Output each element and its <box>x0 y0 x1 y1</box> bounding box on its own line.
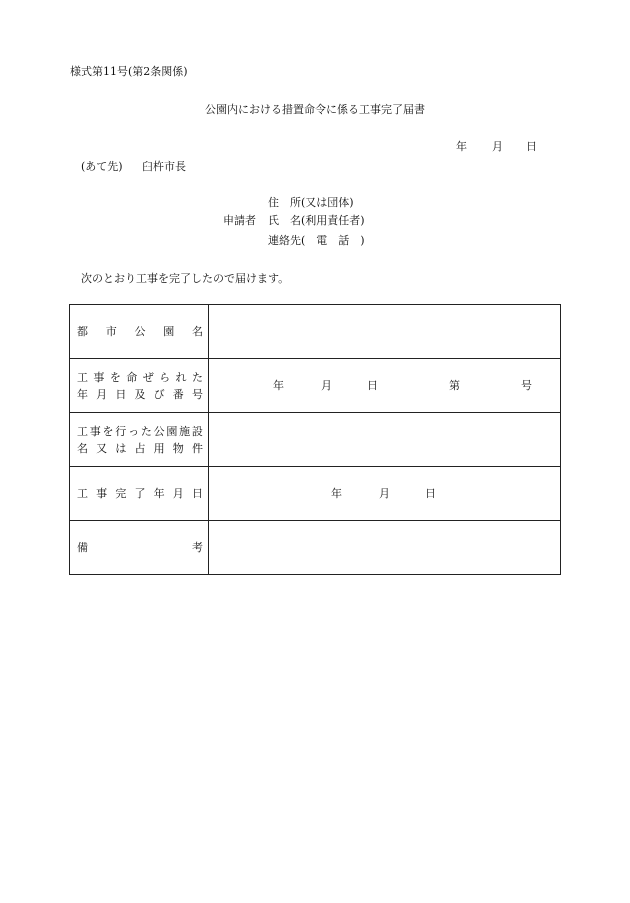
applicant-name-row: 氏 名(利用責任者) <box>268 214 365 227</box>
applicant-address-row: 住 所(又は団体) <box>268 196 354 209</box>
order-year-label: 年 <box>273 379 284 392</box>
table-row <box>70 467 561 521</box>
applicant-label: 申請者 <box>223 214 256 227</box>
date-day-label: 日 <box>526 140 537 153</box>
facility-label <box>70 413 209 467</box>
label-line: 工 事 を 行 っ た 公 園 施 設 <box>77 424 203 438</box>
addressee-label: (あて先) <box>81 160 123 173</box>
park-name-label <box>70 305 209 359</box>
remarks-label <box>70 521 209 575</box>
completion-form-table <box>69 304 561 575</box>
document-title: 公園内における措置命令に係る工事完了届書 <box>205 103 425 116</box>
label-line: 都 市 公 園 名 <box>77 325 203 338</box>
label-line: 名 又 は 占 用 物 件 <box>77 441 203 455</box>
order-date-number-field[interactable] <box>209 359 561 413</box>
label-line: 工 事 を 命 ぜ ら れ た <box>77 370 203 384</box>
order-month-label: 月 <box>321 379 332 392</box>
completion-day-label: 日 <box>425 487 436 500</box>
table-row <box>70 521 561 575</box>
addressee-name: 臼杵市長 <box>142 160 186 173</box>
table-row <box>70 305 561 359</box>
table-row <box>70 413 561 467</box>
date-month-label: 月 <box>492 140 503 153</box>
completion-date-label <box>70 467 209 521</box>
form-number: 様式第11号(第2条関係) <box>70 65 188 78</box>
order-go-label: 号 <box>521 379 532 392</box>
facility-field[interactable] <box>209 413 561 467</box>
date-year-label: 年 <box>456 140 467 153</box>
statement-text: 次のとおり工事を完了したので届けます。 <box>81 272 290 285</box>
label-line: 備 考 <box>77 541 203 554</box>
order-day-label: 日 <box>367 379 378 392</box>
label-line: 工 事 完 了 年 月 日 <box>77 487 203 500</box>
completion-month-label: 月 <box>379 487 390 500</box>
order-dai-label: 第 <box>449 379 460 392</box>
applicant-contact-row: 連絡先( 電 話 ) <box>268 234 365 247</box>
table-row <box>70 359 561 413</box>
park-name-field[interactable] <box>209 305 561 359</box>
completion-date-field[interactable] <box>209 467 561 521</box>
completion-year-label: 年 <box>331 487 342 500</box>
label-line: 年 月 日 及 び 番 号 <box>77 387 203 401</box>
order-date-number-label <box>70 359 209 413</box>
remarks-field[interactable] <box>209 521 561 575</box>
